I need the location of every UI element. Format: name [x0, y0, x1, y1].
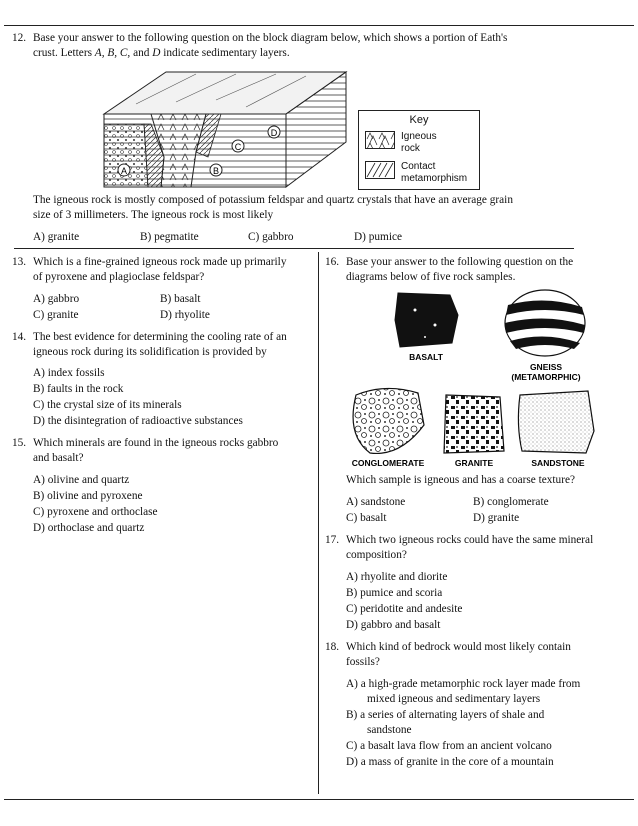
- choice-c[interactable]: C) a basalt lava flow from an ancient volcano: [346, 740, 552, 752]
- choice-c[interactable]: C) basalt: [346, 512, 387, 524]
- bottom-rule: [4, 799, 634, 800]
- choice-d[interactable]: D) a mass of granite in the core of a mountain: [346, 756, 554, 768]
- question-number: 13.: [12, 256, 27, 268]
- letter-c: C: [234, 142, 242, 152]
- letter-a: A: [120, 166, 128, 176]
- metamorphic-label: (METAMORPHIC): [511, 372, 581, 382]
- granite-label: GRANITE: [454, 458, 494, 468]
- choice-b[interactable]: B) olivine and pyroxene: [33, 490, 143, 502]
- choice-c[interactable]: C) the crystal size of its minerals: [33, 399, 182, 411]
- question-text: Base your answer to the following question on the: [346, 256, 574, 268]
- choice-c[interactable]: C) granite: [33, 309, 79, 321]
- choice-b[interactable]: B) pumice and scoria: [346, 587, 443, 599]
- choice-b[interactable]: B) faults in the rock: [33, 383, 124, 395]
- choice-b[interactable]: B) a series of alternating layers of shale and: [346, 709, 545, 721]
- question-text-2: diagrams below of five rock samples.: [346, 271, 516, 283]
- gneiss-sample: [505, 290, 585, 356]
- question-text: Which kind of bedrock would most likely contain: [346, 641, 571, 653]
- igneous-swatch-icon: [365, 131, 395, 149]
- question-text: The best evidence for determining the cooling rate of an: [33, 331, 287, 343]
- question-prompt: Which sample is igneous and has a coarse texture?: [346, 474, 575, 486]
- choice-c[interactable]: C) pyroxene and orthoclase: [33, 506, 158, 518]
- question-text-2: composition?: [346, 549, 407, 561]
- basalt-sample: [395, 293, 458, 347]
- choice-a[interactable]: A) granite: [33, 231, 80, 243]
- choice-a[interactable]: A) olivine and quartz: [33, 474, 130, 486]
- question-text: Which minerals are found in the igneous rocks gabbro: [33, 437, 279, 449]
- key-title: Key: [409, 114, 429, 126]
- choice-d[interactable]: D) rhyolite: [160, 309, 210, 321]
- choice-d[interactable]: D) the disintegration of radioactive substances: [33, 415, 243, 427]
- choice-b-cont: sandstone: [367, 724, 412, 736]
- choice-d[interactable]: D) gabbro and basalt: [346, 619, 441, 631]
- top-rule: [4, 25, 634, 26]
- column-divider: [318, 252, 319, 794]
- choice-b[interactable]: B) pegmatite: [140, 231, 199, 243]
- question-body-2: size of 3 millimeters. The igneous rock is most likely: [33, 209, 274, 221]
- letter-b: B: [212, 166, 220, 176]
- gneiss-label: GNEISS: [529, 362, 563, 372]
- rock-samples-figure: [340, 285, 620, 470]
- question-number: 18.: [325, 641, 340, 653]
- sandstone-label: SANDSTONE: [531, 458, 585, 468]
- choice-b[interactable]: B) conglomerate: [473, 496, 549, 508]
- choice-a-cont: mixed igneous and sedimentary layers: [367, 693, 541, 705]
- choice-a[interactable]: A) gabbro: [33, 293, 80, 305]
- choice-a[interactable]: A) rhyolite and diorite: [346, 571, 448, 583]
- question-text-2: igneous rock during its solidification is provided by: [33, 346, 267, 358]
- question-number: 16.: [325, 256, 340, 268]
- question-number: 12.: [12, 32, 27, 44]
- letter-d: D: [270, 128, 278, 138]
- diagram-key: [358, 110, 480, 190]
- key-igneous-label: Igneous rock: [401, 131, 437, 154]
- choice-d[interactable]: D) orthoclase and quartz: [33, 522, 145, 534]
- basalt-label: BASALT: [409, 352, 443, 362]
- choice-a[interactable]: A) sandstone: [346, 496, 406, 508]
- question-number: 15.: [12, 437, 27, 449]
- conglomerate-sample: [353, 388, 424, 453]
- question-number: 14.: [12, 331, 27, 343]
- question-body-1: The igneous rock is mostly composed of potassium feldspar and quartz crystals that have an average grain: [33, 194, 513, 206]
- question-text-2: and basalt?: [33, 452, 84, 464]
- question-text-2: crust. Letters A, B, C, and D indicate sedimentary layers.: [33, 47, 290, 59]
- question-number: 17.: [325, 534, 340, 546]
- question-text: Which two igneous rocks could have the same mineral: [346, 534, 594, 546]
- granite-sample: [444, 395, 504, 453]
- choice-b[interactable]: B) basalt: [160, 293, 201, 305]
- sandstone-sample: [518, 391, 594, 453]
- conglomerate-label: CONGLOMERATE: [351, 458, 425, 468]
- choice-d[interactable]: D) granite: [473, 512, 520, 524]
- contact-swatch-icon: [365, 161, 395, 179]
- question-text: Base your answer to the following question on the block diagram below, which shows a portion of Eath's: [33, 32, 508, 44]
- choice-a[interactable]: A) a high-grade metamorphic rock layer made from: [346, 678, 581, 690]
- question-text-2: of pyroxene and plagioclase feldspar?: [33, 271, 205, 283]
- question-text-2: fossils?: [346, 656, 380, 668]
- choice-a[interactable]: A) index fossils: [33, 367, 105, 379]
- question-text: Which is a fine-grained igneous rock made up primarily: [33, 256, 287, 268]
- key-contact-label: Contact metamorphism: [401, 161, 468, 184]
- section-rule: [14, 248, 574, 249]
- block-diagram: [96, 62, 361, 192]
- choice-c[interactable]: C) peridotite and andesite: [346, 603, 463, 615]
- choice-c[interactable]: C) gabbro: [248, 231, 294, 243]
- choice-d[interactable]: D) pumice: [354, 231, 402, 243]
